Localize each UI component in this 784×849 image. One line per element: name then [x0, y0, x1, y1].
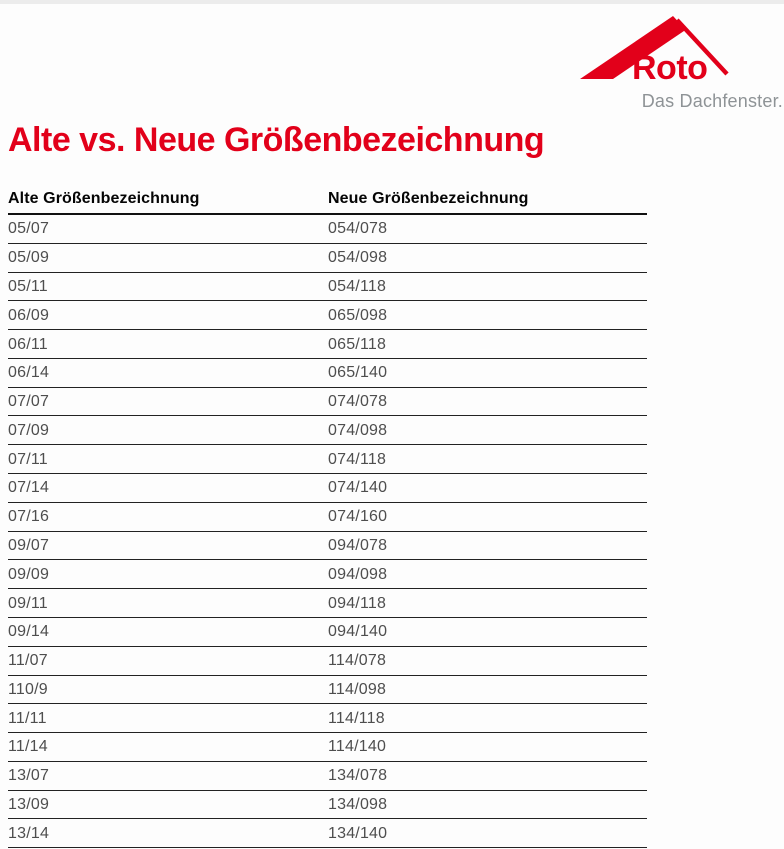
brand-tagline: Das Dachfenster.: [641, 91, 783, 111]
table-cell: 074/098: [328, 416, 647, 445]
table-cell: 05/07: [8, 214, 328, 243]
table-cell: 06/14: [8, 358, 328, 387]
table-row: [8, 301, 647, 330]
table-cell: 09/09: [8, 560, 328, 589]
table-cell: 13/07: [8, 761, 328, 790]
table-cell: 11/07: [8, 646, 328, 675]
roto-roof-icon: [578, 10, 740, 82]
table-row: [8, 819, 647, 848]
table-cell: 09/07: [8, 531, 328, 560]
table-row: [8, 214, 647, 243]
table-cell: 134/078: [328, 761, 647, 790]
table-cell: 05/11: [8, 272, 328, 301]
table-cell: 06/11: [8, 330, 328, 359]
table-cell: 065/118: [328, 330, 647, 359]
table-cell: 13/09: [8, 790, 328, 819]
brand-header: [554, 10, 784, 112]
table-cell: 054/118: [328, 272, 647, 301]
table-cell: 074/078: [328, 387, 647, 416]
table-cell: 074/140: [328, 474, 647, 503]
table-row: [8, 646, 647, 675]
table-header: [8, 190, 647, 214]
table-cell: 134/098: [328, 790, 647, 819]
page-title: Alte vs. Neue Größenbezeichnung: [8, 121, 545, 159]
table-cell: 094/118: [328, 589, 647, 618]
table-row: [8, 675, 647, 704]
table-cell: 114/078: [328, 646, 647, 675]
table-cell: 094/140: [328, 617, 647, 646]
table-cell: 065/140: [328, 358, 647, 387]
table-row: [8, 387, 647, 416]
table-cell: 05/09: [8, 243, 328, 272]
table-row: [8, 704, 647, 733]
table-cell: 074/160: [328, 502, 647, 531]
table-cell: 114/140: [328, 733, 647, 762]
table-row: [8, 330, 647, 359]
table-cell: 074/118: [328, 445, 647, 474]
table-cell: 094/078: [328, 531, 647, 560]
brand-wordmark: Roto: [632, 49, 708, 82]
table-row: [8, 502, 647, 531]
table-cell: 06/09: [8, 301, 328, 330]
table-row: [8, 560, 647, 589]
table-cell: 054/078: [328, 214, 647, 243]
table-cell: 114/098: [328, 675, 647, 704]
column-header-new-size: Neue Größenbezeichnung: [328, 190, 647, 214]
table-cell: 134/140: [328, 819, 647, 848]
table-row: [8, 243, 647, 272]
content-area: [8, 117, 647, 848]
table-cell: 07/07: [8, 387, 328, 416]
table-cell: 07/09: [8, 416, 328, 445]
table-header-row: [8, 190, 647, 214]
table-row: [8, 617, 647, 646]
column-header-old-size: Alte Größenbezeichnung: [8, 190, 328, 214]
table-cell: 07/14: [8, 474, 328, 503]
table-cell: 054/098: [328, 243, 647, 272]
table-row: [8, 445, 647, 474]
table-cell: 065/098: [328, 301, 647, 330]
table-cell: 13/14: [8, 819, 328, 848]
table-row: [8, 474, 647, 503]
table-row: [8, 761, 647, 790]
table-row: [8, 272, 647, 301]
table-cell: 07/16: [8, 502, 328, 531]
table-row: [8, 790, 647, 819]
table-row: [8, 589, 647, 618]
table-cell: 07/11: [8, 445, 328, 474]
table-cell: 114/118: [328, 704, 647, 733]
size-table-body: [8, 214, 647, 848]
table-row: [8, 733, 647, 762]
table-cell: 09/14: [8, 617, 328, 646]
table-cell: 11/11: [8, 704, 328, 733]
table-row: [8, 416, 647, 445]
table-row: [8, 358, 647, 387]
size-conversion-table: [8, 190, 647, 848]
table-row: [8, 531, 647, 560]
table-cell: 09/11: [8, 589, 328, 618]
table-cell: 11/14: [8, 733, 328, 762]
top-edge-strip: [0, 0, 784, 4]
table-cell: 094/098: [328, 560, 647, 589]
table-cell: 110/9: [8, 675, 328, 704]
